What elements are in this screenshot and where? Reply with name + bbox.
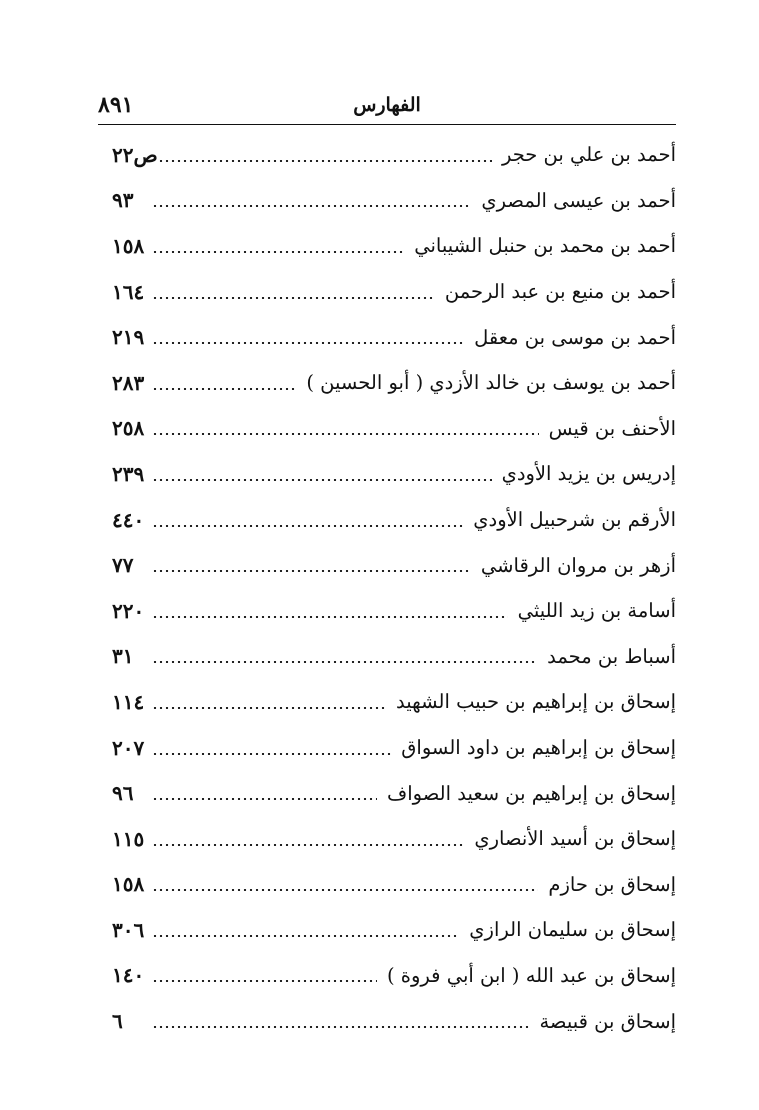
dot-leader (152, 661, 537, 663)
entry-name: إسحاق بن حازم (548, 872, 676, 896)
index-entry (112, 634, 676, 680)
dot-leader (158, 160, 492, 162)
entry-page-number: ٢٢٠ (112, 598, 145, 623)
entry-name: إسحاق بن عبد الله ( ابن أبي فروة ) (386, 963, 676, 987)
entry-page-number: ٤٤٠ (112, 507, 145, 532)
dot-leader (152, 479, 492, 481)
dot-leader (152, 342, 464, 344)
index-entry (112, 998, 676, 1044)
entry-page-number: ٢٣٩ (112, 461, 145, 486)
entry-page-number: ٩٣ (112, 188, 134, 213)
entry-page-number: ٢٠٧ (112, 735, 145, 760)
dot-leader (152, 251, 404, 253)
index-entry (112, 269, 676, 315)
entry-page-number: ١١٤ (112, 689, 145, 714)
dot-leader (152, 980, 377, 982)
page-title: الفهارس (353, 94, 421, 116)
index-entry (112, 178, 676, 224)
entry-page-number: ١٥٨ (112, 233, 145, 258)
entry-page-number: ٣٠٦ (112, 917, 145, 942)
dot-leader (152, 798, 377, 800)
entry-name: إسحاق بن إبراهيم بن سعيد الصواف (387, 781, 676, 805)
page-number: ٨٩١ (98, 92, 134, 118)
dot-leader (152, 297, 435, 299)
entry-name: أحمد بن محمد بن حنبل الشيباني (414, 234, 676, 258)
entry-name: إسحاق بن إبراهيم بن داود السواق (401, 736, 676, 760)
entry-page-number: ٧٧ (112, 553, 134, 578)
index-entry (112, 907, 676, 953)
index-entry (112, 862, 676, 908)
index-entry (112, 679, 676, 725)
entry-name: أزهر بن مروان الرقاشي (480, 553, 676, 577)
entry-name: أسباط بن محمد (547, 644, 676, 668)
index-entry (112, 223, 676, 269)
dot-leader (152, 1026, 529, 1028)
entry-name: الأحنف بن قيس (548, 416, 676, 440)
index-entry (112, 588, 676, 634)
entry-page-number: ١٤٠ (112, 963, 145, 988)
entry-name: إدريس بن يزيد الأودي (501, 462, 676, 486)
index-entry (112, 816, 676, 862)
index-entry (112, 360, 676, 406)
dot-leader (152, 433, 539, 435)
dot-leader (152, 935, 459, 937)
dot-leader (152, 525, 463, 527)
index-entry (112, 953, 676, 999)
entry-name: إسحاق بن إبراهيم بن حبيب الشهيد (396, 690, 676, 714)
entry-page-number: ١٥٨ (112, 872, 145, 897)
dot-leader (152, 616, 508, 618)
dot-leader (152, 388, 296, 390)
entry-name: إسحاق بن أسيد الأنصاري (474, 827, 676, 851)
entry-page-number: ٩٦ (112, 781, 134, 806)
entry-name: الأرقم بن شرحبيل الأودي (473, 508, 676, 532)
entry-page-number: ٣١ (112, 644, 134, 669)
dot-leader (152, 753, 391, 755)
dot-leader (152, 205, 471, 207)
index-list (112, 132, 676, 1044)
entry-name: أحمد بن يوسف بن خالد الأزدي ( أبو الحسين ) (306, 371, 676, 395)
dot-leader (152, 707, 386, 709)
entry-name: أحمد بن منيع بن عبد الرحمن (444, 280, 676, 304)
header-divider (98, 124, 676, 125)
index-entry (112, 542, 676, 588)
page-header (98, 92, 676, 120)
entry-name: إسحاق بن سليمان الرازي (469, 918, 676, 942)
entry-name: أسامة بن زيد الليثي (517, 599, 676, 623)
index-entry (112, 314, 676, 360)
entry-page-number: ٢٥٨ (112, 416, 145, 441)
entry-page-number: ٢١٩ (112, 325, 145, 350)
entry-page-number: ١١٥ (112, 826, 145, 851)
dot-leader (152, 844, 464, 846)
entry-name: أحمد بن موسى بن معقل (474, 325, 676, 349)
index-entry (112, 725, 676, 771)
dot-leader (152, 570, 471, 572)
entry-name: أحمد بن علي بن حجر (501, 143, 676, 167)
index-entry (112, 132, 676, 178)
dot-leader (152, 889, 538, 891)
index-entry (112, 406, 676, 452)
index-entry (112, 497, 676, 543)
entry-page-number: ٢٨٣ (112, 370, 145, 395)
entry-page-number: ٦ (112, 1009, 123, 1034)
index-entry (112, 451, 676, 497)
entry-page-number: ١٦٤ (112, 279, 145, 304)
entry-page-number: ص٢٢ (112, 142, 158, 167)
entry-name: أحمد بن عيسى المصري (481, 188, 676, 212)
index-entry (112, 770, 676, 816)
entry-name: إسحاق بن قبيصة (539, 1009, 676, 1033)
